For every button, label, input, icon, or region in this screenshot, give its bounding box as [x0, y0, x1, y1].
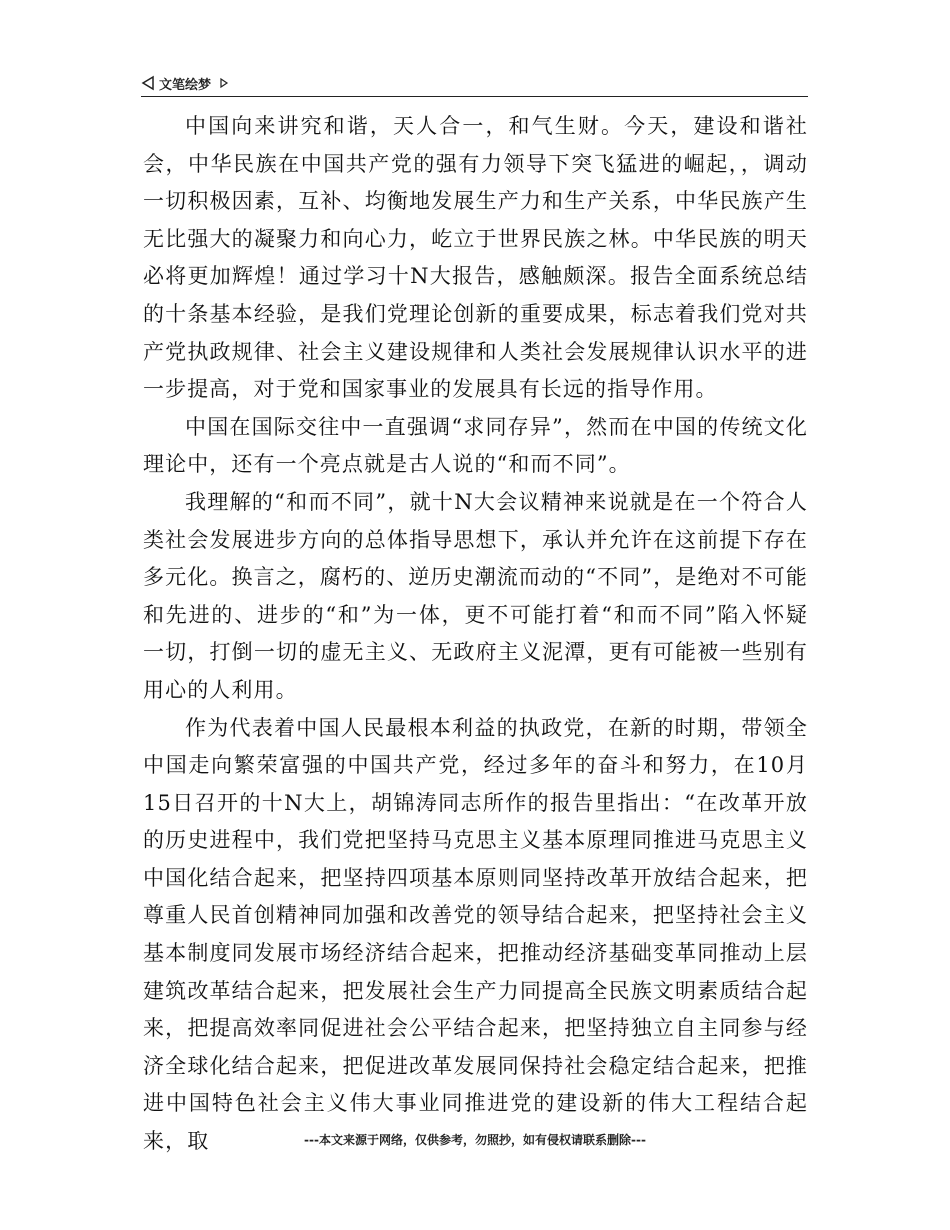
paragraph-4: 作为代表着中国人民最根本利益的执政党，在新的时期，带领全中国走向繁荣富强的中国共产党，经过多年的奋斗和努力，在10月15日召开的十N大上，胡锦涛同志所作的报告里指出：“在改革开放的历史进程中，我们党把坚持马克思主义基本原理同推进马克思主义中国化结合起来，把坚持四项基本原则同坚持改革开放结合起来，把尊重人民首创精神同加强和改善党的领导结合起来，把坚持社会主义基本制度同发展市场经济结合起来，把推动经济基础变革同推动上层建筑改革结合起来，把发展社会生产力同提高全民族文明素质结合起来，把提高效率同促进社会公平结合起来，把坚持独立自主同参与经济全球化结合起来，把促进改革发展同保持社会稳定结合起来，把推进中国特色社会主义伟大事业同推进党的建设新的伟大工程结合起来，取 — [143, 715, 808, 1154]
triangle-left-outline-icon — [141, 75, 155, 91]
paragraph-1: 中国向来讲究和谐，天人合一，和气生财。今天，建设和谐社会，中华民族在中国共产党的强有力领导下突飞猛进的崛起，，调动一切积极因素，互补、均衡地发展生产力和生产关系，中华民族产生无比强大的凝聚力和向心力，屹立于世界民族之林。中华民族的明天必将更加辉煌！通过学习十N大报告，感触颇深。报告全面系统总结的十条基本经验，是我们党理论创新的重要成果，标志着我们党对共产党执政规律、社会主义建设规律和人类社会发展规律认识水平的进一步提高，对于党和国家事业的发展具有长远的指导作用。 — [143, 114, 808, 402]
page-footer: ---本文来源于网络，仅供参考，勿照抄，如有侵权请联系删除--- — [304, 1133, 646, 1147]
paragraph-3: 我理解的“和而不同”，就十N大会议精神来说就是在一个符合人类社会发展进步方向的总体指导思想下，承认并允许在这前提下存在多元化。换言之，腐朽的、逆历史潮流而动的“不同”，是绝对不可能和先进的、进步的“和”为一体，更不可能打着“和而不同”陷入怀疑一切，打倒一切的虚无主义、无政府主义泥潭，更有可能被一些别有用心的人利用。 — [143, 489, 808, 702]
triangle-right-outline-icon — [219, 77, 229, 89]
page-header — [141, 70, 808, 97]
document-body — [143, 108, 808, 1161]
paragraph-2: 中国在国际交往中一直强调“求同存异”，然而在中国的传统文化理论中，还有一个亮点就是古人说的“和而不同”。 — [143, 414, 808, 477]
header-title: 文笔绘梦 — [159, 77, 212, 93]
